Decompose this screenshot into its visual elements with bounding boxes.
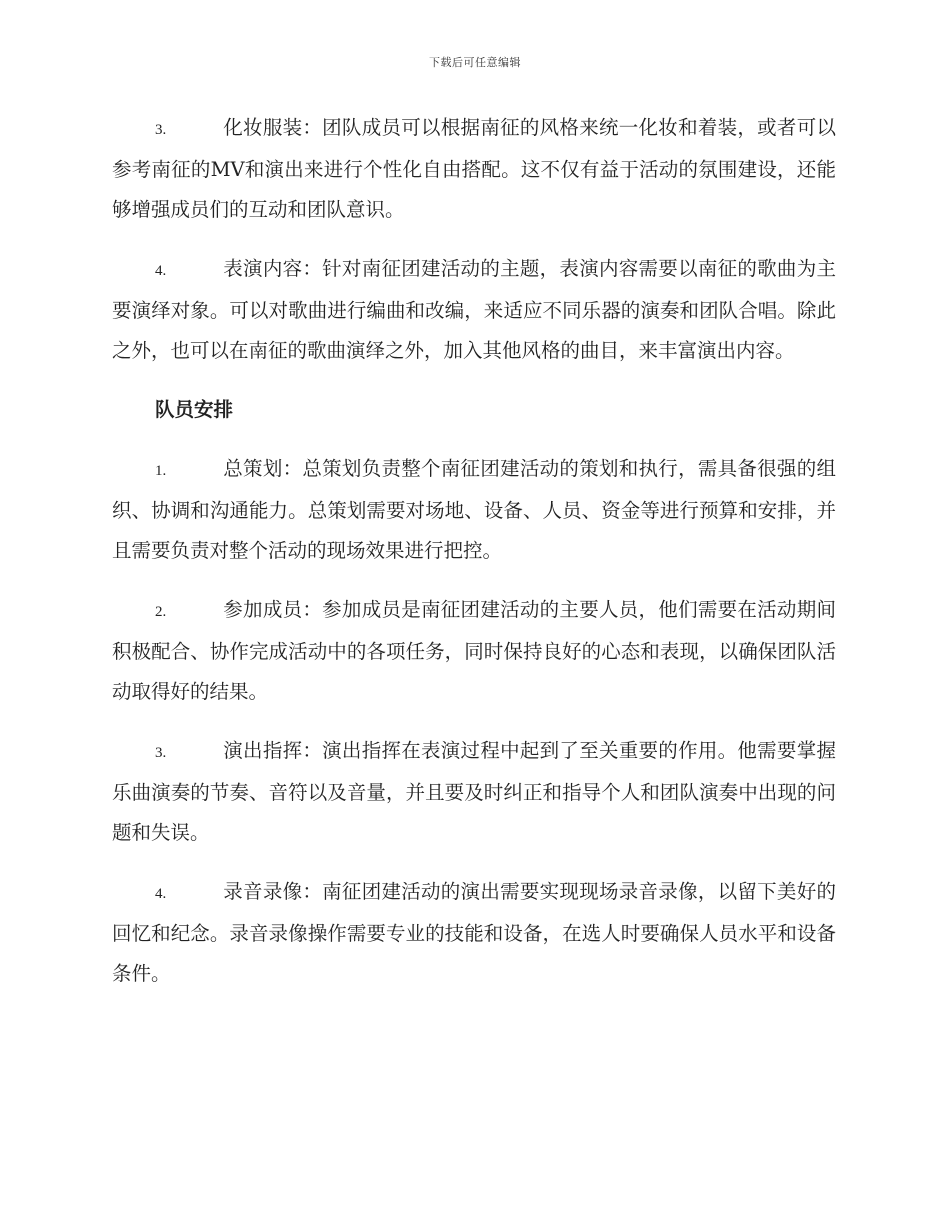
- paragraph-text: 化妆服装：团队成员可以根据南征的风格来统一化妆和着装，或者可以参考南征的MV和演出来进行个性化自由搭配。这不仅有益于活动的氛围建设，还能够增强成员们的互动和团队意识。: [112, 116, 836, 221]
- list-item-conductor: [112, 731, 836, 853]
- paragraph-text: 演出指挥：演出指挥在表演过程中起到了至关重要的作用。他需要掌握乐曲演奏的节奏、音符以及音量，并且要及时纠正和指导个人和团队演奏中出现的问题和失误。: [112, 739, 836, 844]
- list-number: 4.: [155, 263, 167, 279]
- document-body: [112, 108, 836, 1013]
- list-item-recording: [112, 872, 836, 994]
- list-item-planner: [112, 449, 836, 571]
- list-number: 3.: [155, 122, 167, 138]
- paragraph-text: 表演内容：针对南征团建活动的主题，表演内容需要以南征的歌曲为主要演绎对象。可以对歌曲进行编曲和改编，来适应不同乐器的演奏和团队合唱。除此之外，也可以在南征的歌曲演绎之外，加入其他风格的曲目，来丰富演出内容。: [112, 257, 836, 362]
- list-item-performance: [112, 249, 836, 371]
- list-item-members: [112, 590, 836, 712]
- page-header: 下载后可任意编辑: [429, 56, 521, 69]
- paragraph-text: 总策划：总策划负责整个南征团建活动的策划和执行，需具备很强的组织、协调和沟通能力。总策划需要对场地、设备、人员、资金等进行预算和安排，并且需要负责对整个活动的现场效果进行把控。: [112, 457, 836, 562]
- list-number: 3.: [155, 745, 167, 761]
- list-item-costume: [112, 108, 836, 230]
- section-heading-team: 队员安排: [155, 398, 234, 421]
- paragraph-text: 录音录像：南征团建活动的演出需要实现现场录音录像，以留下美好的回忆和纪念。录音录像操作需要专业的技能和设备，在选人时要确保人员水平和设备条件。: [112, 880, 836, 985]
- paragraph-text: 参加成员：参加成员是南征团建活动的主要人员，他们需要在活动期间积极配合、协作完成活动中的各项任务，同时保持良好的心态和表现，以确保团队活动取得好的结果。: [112, 598, 836, 703]
- list-number: 2.: [155, 604, 167, 620]
- list-number: 4.: [155, 886, 167, 902]
- list-number: 1.: [155, 463, 167, 479]
